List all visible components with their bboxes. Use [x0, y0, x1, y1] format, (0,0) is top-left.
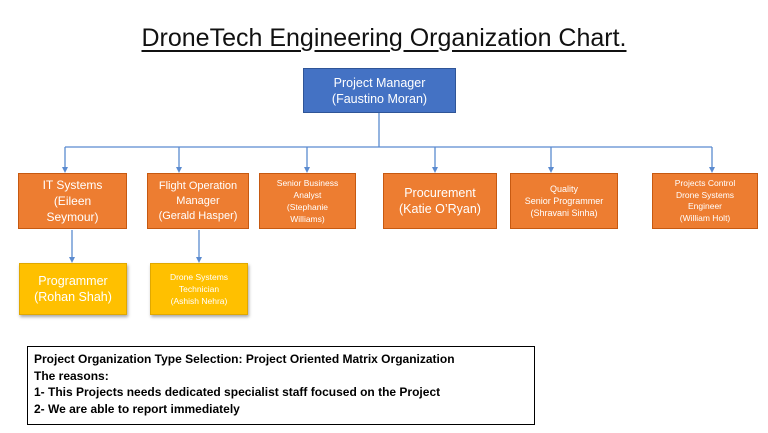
node-programmer: Programmer (Rohan Shah) [19, 263, 127, 315]
chart-title: DroneTech Engineering Organization Chart. [141, 24, 627, 52]
node-quality: Quality Senior Programmer (Shravani Sinha) [510, 173, 618, 229]
note-line-reasons: The reasons: [34, 368, 109, 383]
node-project-manager: Project Manager (Faustino Moran) [303, 68, 456, 113]
node-it-systems: IT Systems (Eileen Seymour) [18, 173, 127, 229]
node-projects-control: Projects Control Drone Systems Engineer (William Holt) [652, 173, 758, 229]
organization-type-note [27, 346, 535, 425]
note-line-reason-2: 2- We are able to report immediately [34, 401, 240, 416]
node-flight-operation-manager: Flight Operation Manager (Gerald Hasper) [147, 173, 249, 229]
note-line-reason-1: 1- This Projects needs dedicated specialist staff focused on the Project [34, 385, 441, 399]
note-line-selection: Project Organization Type Selection: Project Oriented Matrix Organization [34, 352, 455, 366]
node-drone-systems-technician: Drone Systems Technician (Ashish Nehra) [150, 263, 248, 315]
node-procurement: Procurement (Katie O’Ryan) [383, 173, 497, 229]
node-senior-business-analyst: Senior Business Analyst (Stephanie Williams) [259, 173, 356, 229]
